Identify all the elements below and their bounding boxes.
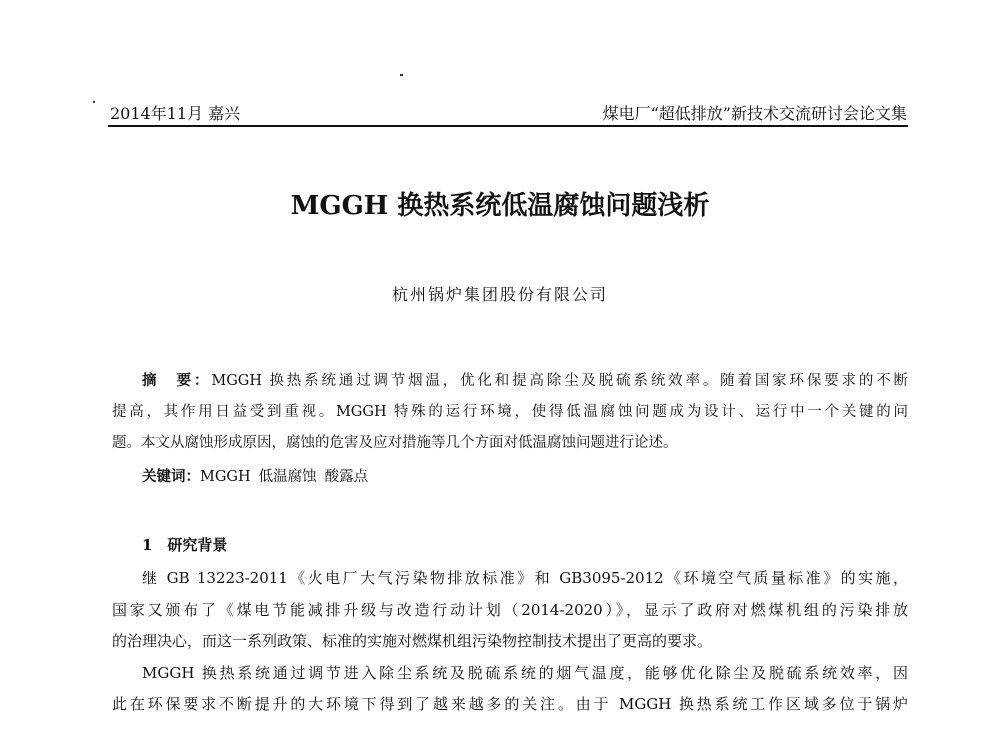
abstract-line: 提高，其作用日益受到重视。MGGH 特殊的运行环境，使得低温腐蚀问题成为设计、运行中一个关键的问 [112, 404, 908, 420]
section-heading: 1 研究背景 [142, 536, 228, 554]
abstract-line: 题。本文从腐蚀形成原因，腐蚀的危害及应对措施等几个方面对低温腐蚀问题进行论述。 [112, 435, 678, 451]
abstract-line [112, 365, 908, 397]
scan-speck [400, 74, 403, 76]
body-line: MGGH 换热系统通过调节进入除尘系统及脱硫系统的烟气温度，能够优化除尘及脱硫系统效率，因 [142, 663, 908, 682]
abstract [112, 365, 908, 459]
keyword: 低温腐蚀 [258, 469, 317, 485]
keywords-label: 关键词： [142, 468, 200, 485]
body-line: 国家又颁布了《煤电节能减排升级与改造行动计划（2014-2020）》，显示了政府对燃煤机组的污染排放 [112, 600, 908, 619]
body-line: 的治理决心，而这一系列政策、标准的实施对燃煤机组污染物控制技术提出了更高的要求。 [112, 632, 713, 650]
author-affiliation: 杭州锅炉集团股份有限公司 [391, 285, 608, 304]
body-line: 此在环保要求不断提升的大环境下得到了越来越多的关注。由于 MGGH 换热系统工作区域多位于锅炉 [112, 695, 908, 713]
header-date-location: 2014年11月 嘉兴 [110, 104, 241, 123]
keyword: MGGH [200, 469, 251, 485]
keywords [142, 466, 842, 488]
scan-speck [93, 101, 95, 103]
body-line: 继 GB 13223-2011《火电厂大气污染物排放标准》和 GB3095-2012《环境空气质量标准》的实施， [142, 569, 908, 587]
abstract-label: 摘 要： [142, 372, 212, 389]
paper-title: MGGH 换热系统低温腐蚀问题浅析 [290, 191, 710, 221]
header-rule [108, 125, 908, 127]
section-body [112, 563, 908, 721]
running-header [110, 100, 907, 124]
keyword: 酸露点 [324, 469, 369, 485]
header-proceedings-title: 煤电厂“超低排放”新技术交流研讨会论文集 [602, 104, 907, 123]
abstract-text: MGGH 换热系统通过调节烟温，优化和提高除尘及脱硫系统效率。随着国家环保要求的不断 [211, 373, 909, 389]
